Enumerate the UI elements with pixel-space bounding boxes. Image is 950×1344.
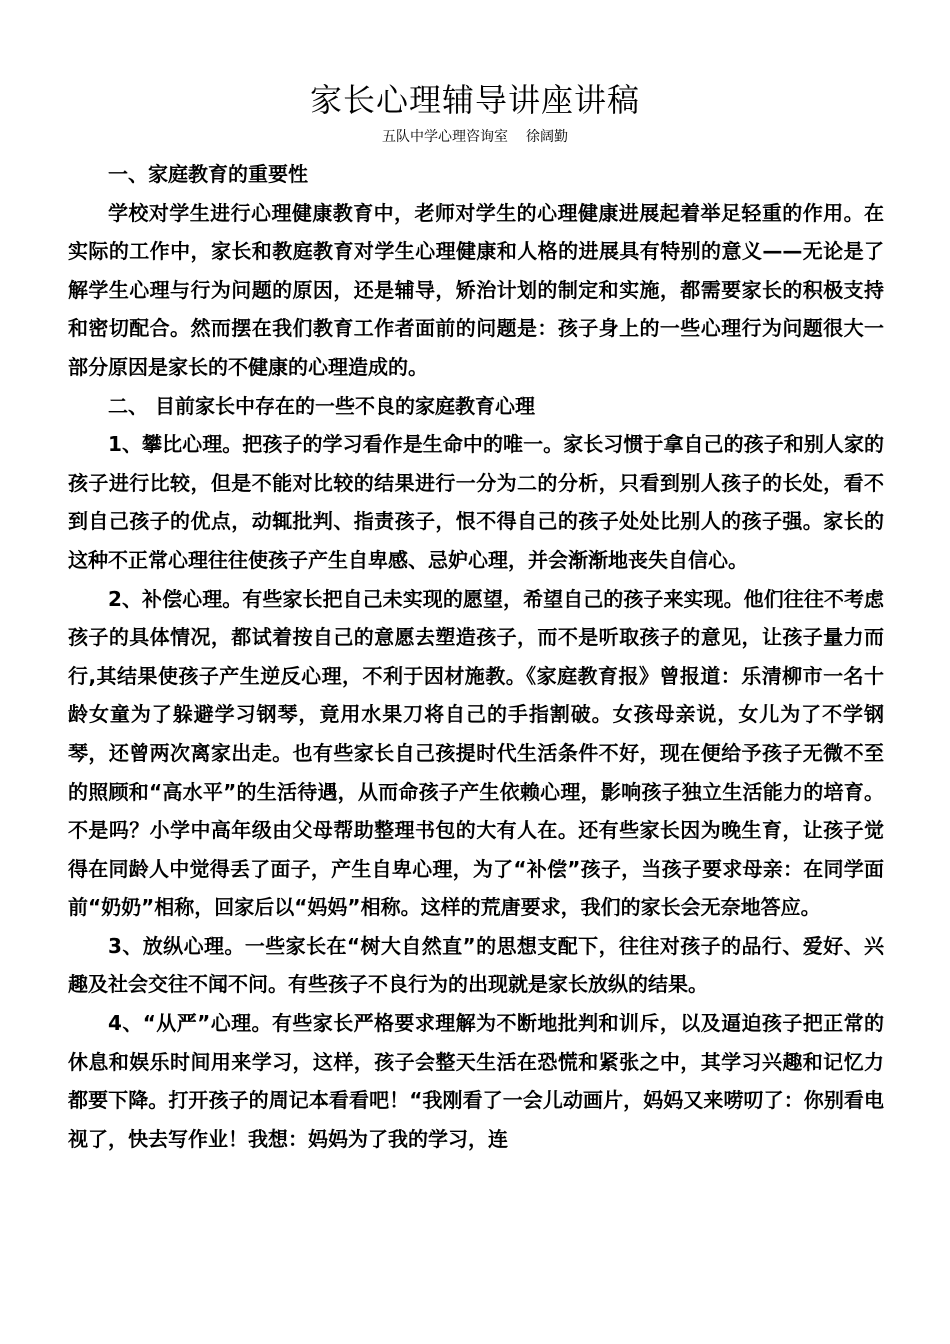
author-name: 徐阔勤 bbox=[526, 129, 568, 145]
section-heading-2: 二、 目前家长中存在的一些不良的家庭教育心理 bbox=[108, 393, 535, 418]
paragraph-indulgence: 3、放纵心理。一些家长在“树大自然直”的思想支配下，往往对孩子的品行、爱好、兴趣及社会交往不闻不问。有些孩子不良行为的出现就是家长放纵的结果。 bbox=[68, 933, 884, 997]
paragraph-strictness: 4、“从严”心理。有些家长严格要求理解为不断地批判和训斥，以及逼迫孩子把正常的休息和娱乐时间用来学习，这样，孩子会整天生活在恐慌和紧张之中，其学习兴趣和记忆力都要下降。打开孩子的周记本看看吧！“我刚看了一会儿动画片，妈妈又来唠叨了：你别看电视了，快去写作业！我想：妈妈为了我的学习，连 bbox=[68, 1011, 884, 1151]
paragraph-compensation: 2、补偿心理。有些家长把自己未实现的愿望，希望自己的孩子来实现。他们往往不考虑孩子的具体情况，都试着按自己的意愿去塑造孩子，而不是听取孩子的意见，让孩子量力而行,其结果使孩子产生逆反心理，不利于因材施教。《家庭教育报》曾报道：乐清柳市一名十龄女童为了躲避学习钢琴，竟用水果刀将自己的手指割破。女孩母亲说，女儿为了不学钢琴，还曾两次离家出走。也有些家长自己孩提时代生活条件不好，现在便给予孩子无微不至的照顾和“高水平”的生活待遇，从而命孩子产生依赖心理，影响孩子独立生活能力的培育。不是吗？小学中高年级由父母帮助整理书包的大有人在。还有些家长因为晚生育，让孩子觉得在同龄人中觉得丢了面子，产生自卑心理，为了“补偿”孩子，当孩子要求母亲：在同学面前“奶奶”相称，回家后以“妈妈”相称。这样的荒唐要求，我们的家长会无奈地答应。 bbox=[68, 586, 884, 920]
author-unit: 五队中学心理咨询室 bbox=[382, 129, 508, 145]
document-title: 家长心理辅导讲座讲稿 bbox=[309, 81, 640, 119]
paragraph-importance: 学校对学生进行心理健康教育中，老师对学生的心理健康进展起着举足轻重的作用。在实际的工作中，家长和教庭教育对学生心理健康和人格的进展具有特别的意义——无论是了解学生心理与行为问题的原因，还是辅导，矫治计划的制定和实施，都需要家长的积极支持和密切配合。然而摆在我们教育工作者面前的问题是：孩子身上的一些心理行为问题很大一部分原因是家长的不健康的心理造成的。 bbox=[68, 200, 884, 379]
document-body bbox=[68, 155, 884, 1158]
section-heading-1: 一、家庭教育的重要性 bbox=[108, 162, 308, 186]
paragraph-comparison: 1、攀比心理。把孩子的学习看作是生命中的唯一。家长习惯于拿自己的孩子和别人家的孩子进行比较，但是不能对比较的结果进行一分为二的分析，只看到别人孩子的长处，看不到自己孩子的优点，动辄批判、指责孩子，恨不得自己的孩子处处比别人的孩子强。家长的这种不正常心理往往使孩子产生自卑感、忌妒心理，并会渐渐地丧失自信心。 bbox=[68, 432, 884, 572]
document-byline bbox=[0, 126, 950, 148]
